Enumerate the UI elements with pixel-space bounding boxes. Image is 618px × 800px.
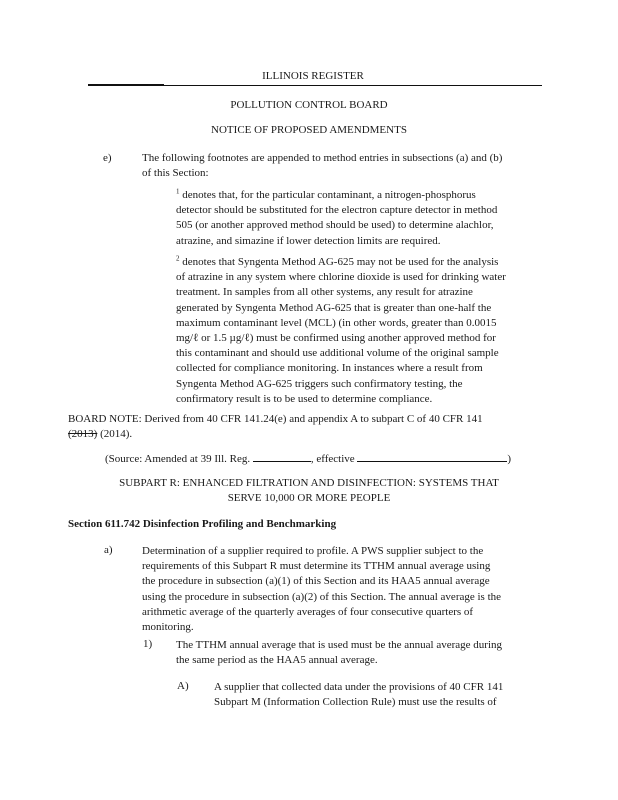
footnote-1-line: denotes that, for the particular contaminant, a nitrogen-phosphorus [182,189,476,201]
footnote-2-line: maximum contaminant level (MCL) (in other words, greater than 0.0015 [176,316,497,329]
source-effective: , effective [310,453,355,465]
footnote-2 [176,255,546,407]
footnote-2-marker: 2 [176,254,180,263]
subsection-a-line: requirements of this Subpart R must determine its TTHM annual average using [142,560,491,573]
item-1-line: the same period as the HAA5 annual average. [176,654,378,667]
subsection-a-line: monitoring. [142,621,194,634]
source-prefix: (Source: Amended at 39 Ill. Reg. [105,453,251,465]
subpart-heading-line1: SUBPART R: ENHANCED FILTRATION AND DISINFECTION: SYSTEMS THAT [119,477,499,489]
board-note-line2 [68,428,132,440]
subsection-e-line1: The following footnotes are appended to method entries in subsections (a) and (b) [142,152,503,164]
source-reg-blank [253,451,311,462]
footnote-2-line: Syngenta Method AG-625 triggers such confirmatory testing, the [176,377,463,390]
subpart-heading-line2: SERVE 10,000 OR MORE PEOPLE [227,492,391,504]
subsection-a-line: Determination of a supplier required to profile. A PWS supplier subject to the [142,545,484,557]
source-date-blank [357,451,507,462]
item-a-line: Subpart M (Information Collection Rule) must use the results of [214,696,497,709]
footnote-1-line: atrazine, and simazine if lower detection limits are required. [176,234,441,247]
item-1-line: The TTHM annual average that is used must be the annual average during [176,639,503,651]
header-rule [88,85,542,86]
subsection-e-line2: of this Section: [142,167,209,179]
register-title: ILLINOIS REGISTER [262,70,364,82]
footnote-1 [176,188,546,249]
item-a-text [214,680,554,710]
footnote-2-line: denotes that Syngenta Method AG-625 may not be used for the analysis [182,256,499,268]
footnote-2-line: this contaminant and should use additional volume of the original sample [176,347,499,360]
board-name: POLLUTION CONTROL BOARD [230,99,388,111]
item-1-text [176,638,556,668]
section-heading: Section 611.742 Disinfection Profiling and Benchmarking [68,518,337,530]
source-line [105,451,511,465]
item-a-label: A) [177,680,189,692]
footnote-2-line: confirmatory result is to be used to determine compliance. [176,392,433,405]
footnote-2-line: collected for compliance monitoring. In instances where a result from [176,362,483,375]
subsection-a-label: a) [104,544,113,556]
register-title-row [0,70,618,82]
item-1-label: 1) [143,638,153,650]
subsection-a-line: the procedure in subsection (a)(1) of this Section and its HAA5 annual average [142,575,490,588]
footnote-2-line: generated by Syngenta Method AG-625 that is greater than one-half the [176,301,492,314]
subsection-e-label: e) [103,152,112,164]
footnote-2-line: treatment. In samples from all other systems, any result for atrazine [176,286,473,299]
footnote-1-line: 505 (or another approved method should be used) to determine alachlor, [176,219,494,232]
footnote-2-line: of atrazine in any system where chlorine dioxide is used for drinking water [176,271,506,284]
footnote-1-line: detector should be substituted for the electron capture detector in method [176,204,498,217]
notice-title: NOTICE OF PROPOSED AMENDMENTS [211,124,407,136]
subsection-a-line: using the procedure in subsection (a)(2) of this Section. The annual average is the [142,590,502,603]
footnote-2-line: mg/ℓ or 1.5 µg/ℓ) must be confirmed using another approved method for [176,332,496,345]
subsection-a-line: arithmetic average of the quarterly averages of four consecutive quarters of [142,605,474,618]
board-note-added-year: (2014). [100,428,133,440]
item-a-line: A supplier that collected data under the provisions of 40 CFR 141 [214,681,504,693]
board-note-line1: BOARD NOTE: Derived from 40 CFR 141.24(e) and appendix A to subpart C of 40 CFR 141 [68,413,483,425]
footnote-1-marker: 1 [176,187,180,196]
subsection-a-text [142,544,552,635]
board-note-struck-year: (2013) [68,428,98,440]
source-close: ) [507,453,512,465]
